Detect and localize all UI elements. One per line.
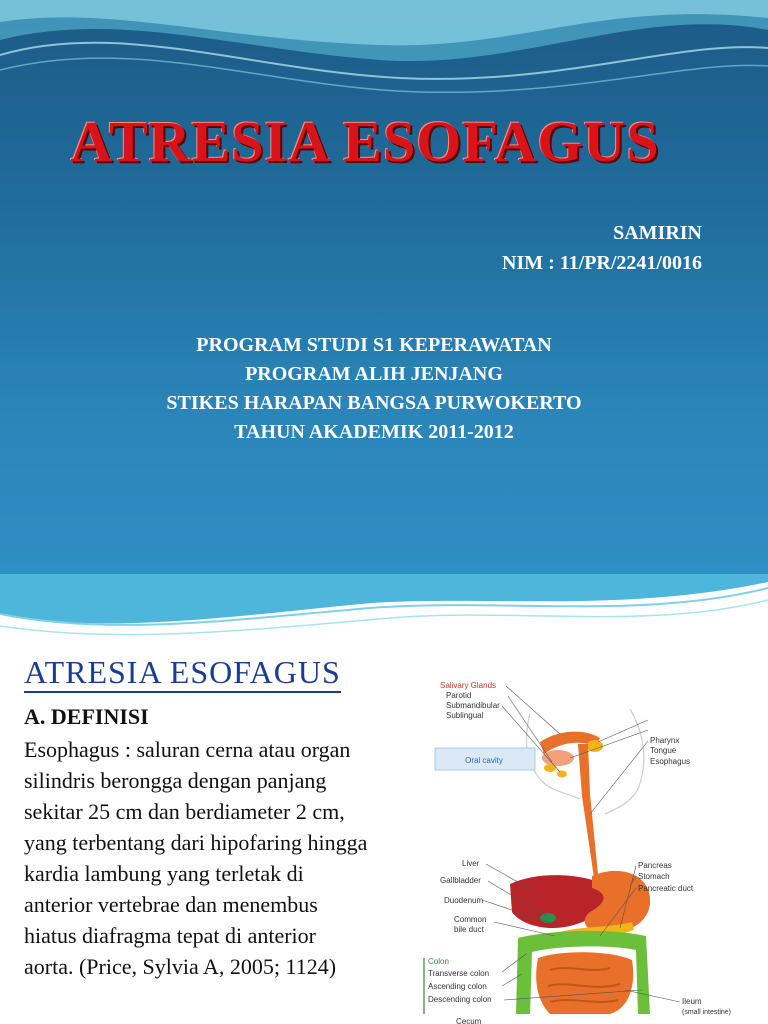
duodenum-label: Duodenum [444, 896, 484, 905]
tongue-label: Tongue [650, 746, 677, 755]
common-bile-duct-label: Common [454, 915, 487, 924]
salivary-glands-label: Salivary Glands [440, 681, 497, 690]
definition-text: Esophagus : saluran cerna atau organ silindris berongga dengan panjang sekitar 25 cm dan berdiameter 2 cm, yang terbentang dari hipofaring hingga kardia lambung yang terletak di anterior vertebrae dan menembus hiatus diafragma tepat di anterior aorta. (Price, Sylvia A, 2005; 1124) [24, 737, 368, 979]
gallbladder-label: Gallbladder [440, 876, 481, 885]
sublingual-label: Sublingual [446, 711, 484, 720]
cecum-label: Cecum [456, 1017, 482, 1024]
pancreatic-duct-label: Pancreatic duct [638, 884, 694, 893]
slide-title: ATRESIA ESOFAGUS [70, 109, 660, 174]
header-wave-decoration [0, 574, 768, 644]
parotid-label: Parotid [446, 691, 472, 700]
section-heading: A. DEFINISI [24, 704, 149, 729]
liver-label: Liver [462, 859, 480, 868]
author-block [502, 218, 702, 278]
program-block [0, 331, 748, 447]
header-wave-decoration [0, 0, 768, 110]
oral-cavity-label: Oral cavity [465, 756, 503, 765]
slide-title: ATRESIA ESOFAGUS [24, 654, 341, 693]
program-line: STIKES HARAPAN BANGSA PURWOKERTO [166, 392, 582, 414]
ileum-label: Ileum [682, 997, 702, 1006]
transverse-colon-label: Transverse colon [428, 969, 490, 978]
program-line: PROGRAM ALIH JENJANG [245, 363, 503, 385]
submandibular-label: Submandibular [446, 701, 500, 710]
program-line: TAHUN AKADEMIK 2011-2012 [234, 421, 514, 443]
common-bile-duct-label-line2: bile duct [454, 925, 484, 934]
pharynx-label: Pharynx [650, 736, 680, 745]
esophagus-label: Esophagus [650, 757, 691, 766]
ascending-colon-label: Ascending colon [428, 982, 487, 991]
ileum-sub-label: (small intestine) [682, 1009, 732, 1016]
stomach-label: Stomach [638, 872, 670, 881]
author-nim: NIM : 11/PR/2241/0016 [502, 252, 702, 274]
pancreas-label: Pancreas [638, 861, 672, 870]
definition-slide [0, 574, 768, 1024]
author-name: SAMIRIN [613, 222, 702, 244]
program-line: PROGRAM STUDI S1 KEPERAWATAN [196, 334, 552, 356]
digestive-system-diagram [410, 674, 760, 1024]
colon-label: Colon [428, 957, 449, 966]
descending-colon-label: Descending colon [428, 995, 492, 1004]
